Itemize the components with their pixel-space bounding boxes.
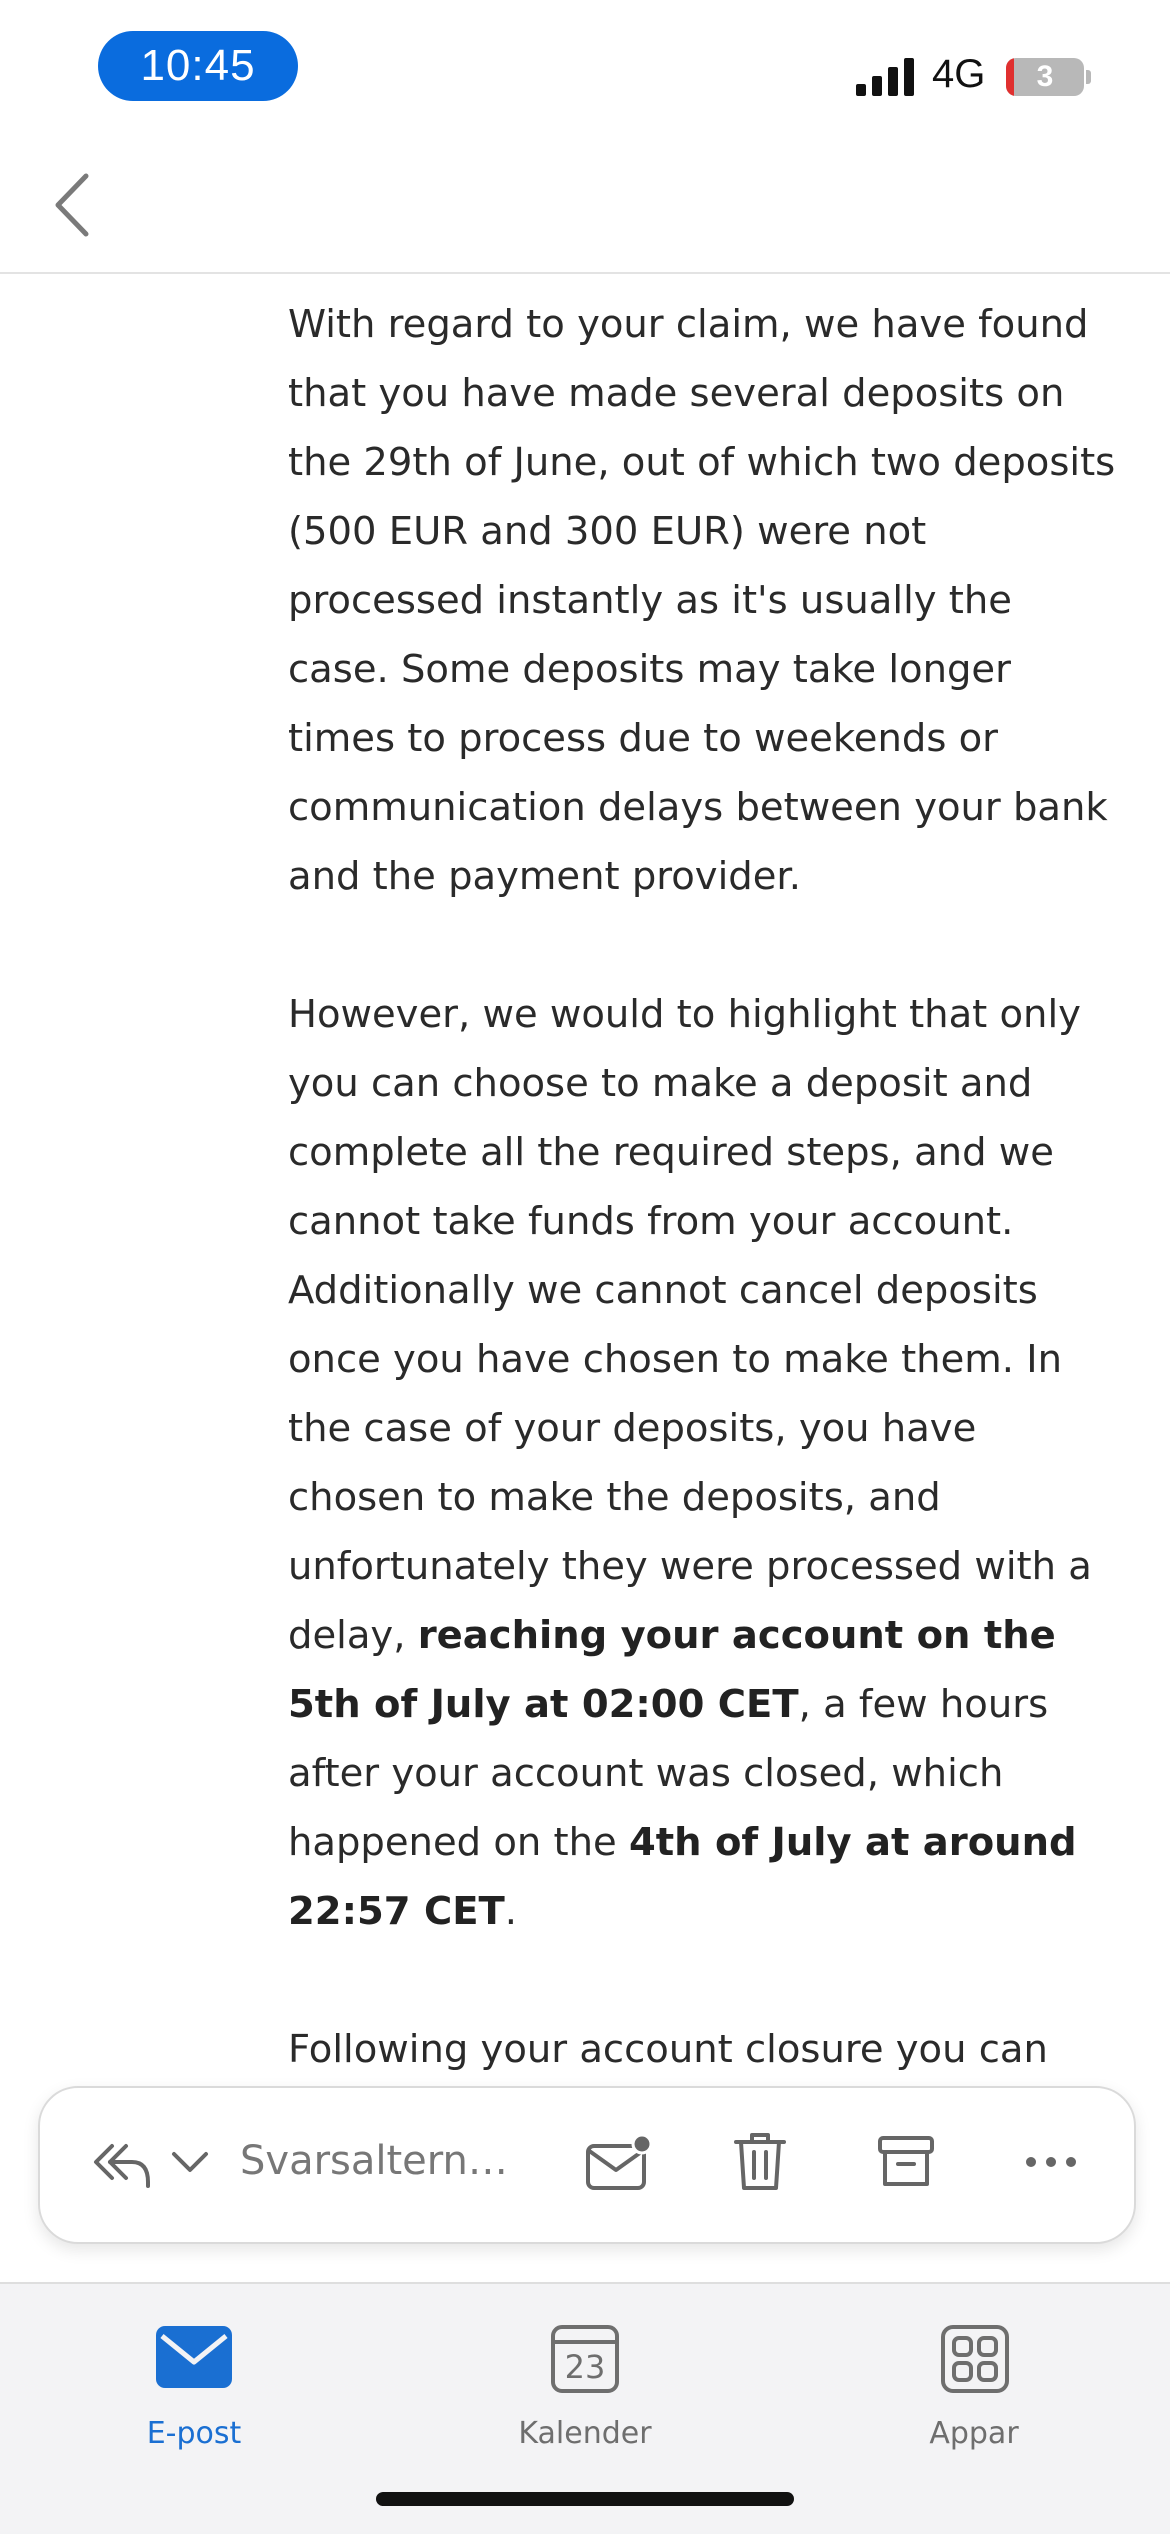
email-paragraph: [288, 980, 1118, 1946]
email-bold-text: reaching your account on the 5th of July at 02:00 CET: [288, 1613, 1056, 1727]
trash-icon[interactable]: [732, 2130, 788, 2194]
status-time: 10:45: [98, 31, 298, 101]
tab-apps[interactable]: [844, 2304, 1104, 2454]
message-action-bar: [38, 2086, 1136, 2244]
email-text: However, we would to highlight that only you can choose to make a deposit and complete all the required steps, and we cannot take funds from your account. Additionally we cannot cancel deposits once you have chosen to make them. In the case of your deposits, you have chosen to make the deposits, and unfortunately they were processed with a delay,: [288, 992, 1092, 1658]
battery-tip: [1086, 70, 1091, 84]
email-body: [288, 272, 1118, 2282]
email-text: .: [504, 1889, 518, 1934]
more-options-icon[interactable]: [1024, 2154, 1078, 2170]
reply-all-icon[interactable]: [90, 2136, 152, 2192]
email-text: , a few hours after your account was closed, which happened on the: [288, 1682, 1049, 1865]
archive-icon[interactable]: [876, 2132, 936, 2192]
back-chevron-icon[interactable]: [48, 170, 98, 240]
mark-unread-icon[interactable]: [584, 2132, 652, 2194]
network-label: 4G: [932, 52, 986, 96]
chevron-down-icon[interactable]: [170, 2148, 210, 2178]
tab-mail[interactable]: [64, 2304, 324, 2454]
email-text: With regard to your claim, we have found that you have made several deposits on the 29th of June, out of which two deposits (500 EUR and 300 EUR) were not processed instantly as it's usually the case. Some deposits may take longer times to process due to weekends or communication delays between your bank and the payment provider.: [288, 302, 1116, 899]
tab-mail-label: E-post: [146, 2416, 242, 2451]
calendar-day: 23: [564, 2348, 606, 2386]
email-bold-text: 4th of July at around 22:57 CET: [288, 1820, 1077, 1934]
battery-icon: [1006, 58, 1084, 96]
home-indicator[interactable]: [376, 2492, 794, 2506]
nav-header: [0, 140, 1170, 274]
mail-icon: [156, 2326, 232, 2388]
battery-level: 3: [1036, 60, 1054, 93]
email-paragraph: [288, 290, 1118, 911]
tab-apps-label: Appar: [929, 2416, 1019, 2451]
tab-calendar[interactable]: [455, 2304, 715, 2454]
reply-options-button[interactable]: Svarsaltern…: [240, 2138, 508, 2184]
signal-icon: [856, 58, 916, 96]
apps-icon: [940, 2324, 1010, 2394]
tab-calendar-label: Kalender: [518, 2416, 652, 2451]
status-bar: [0, 0, 1170, 140]
email-text: Following your account closure you can: [288, 2027, 1048, 2072]
